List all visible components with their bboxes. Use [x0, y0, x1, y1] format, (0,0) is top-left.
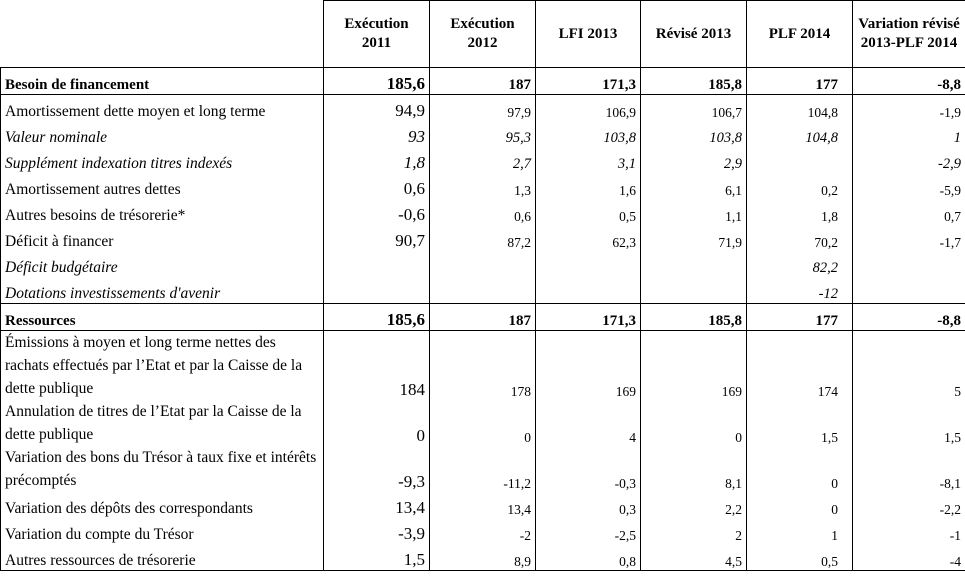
table-row [1, 147, 965, 173]
cell-value: -3,9 [324, 518, 430, 544]
cell-value: 0 [430, 400, 536, 446]
cell-value: 5 [853, 331, 965, 401]
cell-value: -11,2 [430, 446, 536, 492]
cell-value: 1,8 [324, 147, 430, 173]
cell-value: 1,5 [324, 544, 430, 571]
cell-value: 70,2 [747, 225, 853, 251]
cell-value: -1,9 [853, 95, 965, 122]
cell-value: 169 [641, 331, 747, 401]
row-label: Besoin de financement [1, 68, 324, 95]
cell-value [853, 251, 965, 277]
table-row [1, 199, 965, 225]
cell-value: 1,3 [430, 173, 536, 199]
cell-value: -2,2 [853, 492, 965, 518]
table-row [1, 225, 965, 251]
cell-value: 0 [641, 400, 747, 446]
cell-value [324, 277, 430, 304]
header-execution-2011: Exécution 2011 [324, 1, 430, 68]
cell-value: 0,8 [536, 544, 641, 571]
cell-value: 104,8 [747, 121, 853, 147]
cell-value: 2,7 [430, 147, 536, 173]
cell-value: 184 [324, 331, 430, 401]
table-row [1, 446, 965, 492]
cell-value: -0,3 [536, 446, 641, 492]
cell-value [536, 277, 641, 304]
table-body [1, 68, 965, 571]
header-lfi-2013: LFI 2013 [536, 1, 641, 68]
cell-value: 93 [324, 121, 430, 147]
cell-value: 1,5 [747, 400, 853, 446]
cell-value: 187 [430, 304, 536, 331]
cell-value: 95,3 [430, 121, 536, 147]
row-label: Autres ressources de trésorerie [1, 544, 324, 571]
row-label: Valeur nominale [1, 121, 324, 147]
cell-value: -2,5 [536, 518, 641, 544]
cell-value: 2 [641, 518, 747, 544]
table-row [1, 68, 965, 95]
cell-value: 0 [324, 400, 430, 446]
cell-value: -2 [430, 518, 536, 544]
cell-value: 1,6 [536, 173, 641, 199]
table-row [1, 173, 965, 199]
table-row [1, 121, 965, 147]
table-row [1, 492, 965, 518]
row-label: Émissions à moyen et long terme nettes des rachats effectués par l’Etat et par la Caisse de la dette publique [1, 331, 324, 401]
cell-value: 13,4 [430, 492, 536, 518]
cell-value: 0,6 [324, 173, 430, 199]
cell-value [324, 251, 430, 277]
cell-value [853, 277, 965, 304]
row-label: Dotations investissements d'avenir [1, 277, 324, 304]
cell-value: 97,9 [430, 95, 536, 122]
cell-value: 6,1 [641, 173, 747, 199]
cell-value: 0,2 [747, 173, 853, 199]
cell-value: 178 [430, 331, 536, 401]
cell-value: 1,5 [853, 400, 965, 446]
table-row [1, 518, 965, 544]
cell-value: 0,7 [853, 199, 965, 225]
cell-value: 0,3 [536, 492, 641, 518]
table-row [1, 95, 965, 122]
header-blank [1, 1, 324, 68]
cell-value: 0,6 [430, 199, 536, 225]
cell-value: 2,9 [641, 147, 747, 173]
cell-value: -8,8 [853, 68, 965, 95]
header-plf-2014: PLF 2014 [747, 1, 853, 68]
cell-value: 0,5 [747, 544, 853, 571]
cell-value: 2,2 [641, 492, 747, 518]
cell-value: -0,6 [324, 199, 430, 225]
cell-value: 185,6 [324, 304, 430, 331]
cell-value: 13,4 [324, 492, 430, 518]
cell-value: 1,1 [641, 199, 747, 225]
row-label: Amortissement autres dettes [1, 173, 324, 199]
table-row [1, 331, 965, 401]
cell-value: 0 [747, 492, 853, 518]
row-label: Ressources [1, 304, 324, 331]
cell-value [641, 277, 747, 304]
row-label: Amortissement dette moyen et long terme [1, 95, 324, 122]
cell-value: 1 [853, 121, 965, 147]
cell-value: 8,9 [430, 544, 536, 571]
cell-value: -12 [747, 277, 853, 304]
cell-value [536, 251, 641, 277]
cell-value: 8,1 [641, 446, 747, 492]
cell-value: 87,2 [430, 225, 536, 251]
row-label: Supplément indexation titres indexés [1, 147, 324, 173]
table-row [1, 304, 965, 331]
cell-value: 177 [747, 304, 853, 331]
cell-value: 90,7 [324, 225, 430, 251]
header-execution-2012: Exécution 2012 [430, 1, 536, 68]
header-revise-2013: Révisé 2013 [641, 1, 747, 68]
cell-value: 106,7 [641, 95, 747, 122]
cell-value: 187 [430, 68, 536, 95]
cell-value: 169 [536, 331, 641, 401]
cell-value [430, 251, 536, 277]
row-label: Variation des dépôts des correspondants [1, 492, 324, 518]
cell-value [747, 147, 853, 173]
cell-value: 0 [747, 446, 853, 492]
row-label: Annulation de titres de l’Etat par la Caisse de la dette publique [1, 400, 324, 446]
cell-value [641, 251, 747, 277]
row-label: Déficit à financer [1, 225, 324, 251]
header-row [1, 1, 965, 68]
cell-value: -9,3 [324, 446, 430, 492]
cell-value: -1,7 [853, 225, 965, 251]
cell-value: -8,8 [853, 304, 965, 331]
cell-value: -8,1 [853, 446, 965, 492]
cell-value: 185,8 [641, 304, 747, 331]
cell-value: 177 [747, 68, 853, 95]
cell-value: 185,6 [324, 68, 430, 95]
row-label: Variation des bons du Trésor à taux fixe et intérêts précomptés [1, 446, 324, 492]
cell-value: 62,3 [536, 225, 641, 251]
cell-value: 104,8 [747, 95, 853, 122]
cell-value: 71,9 [641, 225, 747, 251]
cell-value: 174 [747, 331, 853, 401]
cell-value: 1 [747, 518, 853, 544]
cell-value: 94,9 [324, 95, 430, 122]
cell-value [430, 277, 536, 304]
row-label: Déficit budgétaire [1, 251, 324, 277]
cell-value: 3,1 [536, 147, 641, 173]
cell-value: 82,2 [747, 251, 853, 277]
row-label: Autres besoins de trésorerie* [1, 199, 324, 225]
cell-value: 4 [536, 400, 641, 446]
cell-value: 103,8 [536, 121, 641, 147]
cell-value: -4 [853, 544, 965, 571]
table-row [1, 251, 965, 277]
table-row [1, 277, 965, 304]
cell-value: -2,9 [853, 147, 965, 173]
cell-value: 103,8 [641, 121, 747, 147]
cell-value: 171,3 [536, 68, 641, 95]
header-variation: Variation révisé 2013-PLF 2014 [853, 1, 965, 68]
cell-value: 4,5 [641, 544, 747, 571]
row-label: Variation du compte du Trésor [1, 518, 324, 544]
cell-value: 185,8 [641, 68, 747, 95]
table-row [1, 400, 965, 446]
cell-value: 171,3 [536, 304, 641, 331]
cell-value: 1,8 [747, 199, 853, 225]
cell-value: 0,5 [536, 199, 641, 225]
cell-value: -5,9 [853, 173, 965, 199]
cell-value: 106,9 [536, 95, 641, 122]
table-row [1, 544, 965, 571]
cell-value: -1 [853, 518, 965, 544]
